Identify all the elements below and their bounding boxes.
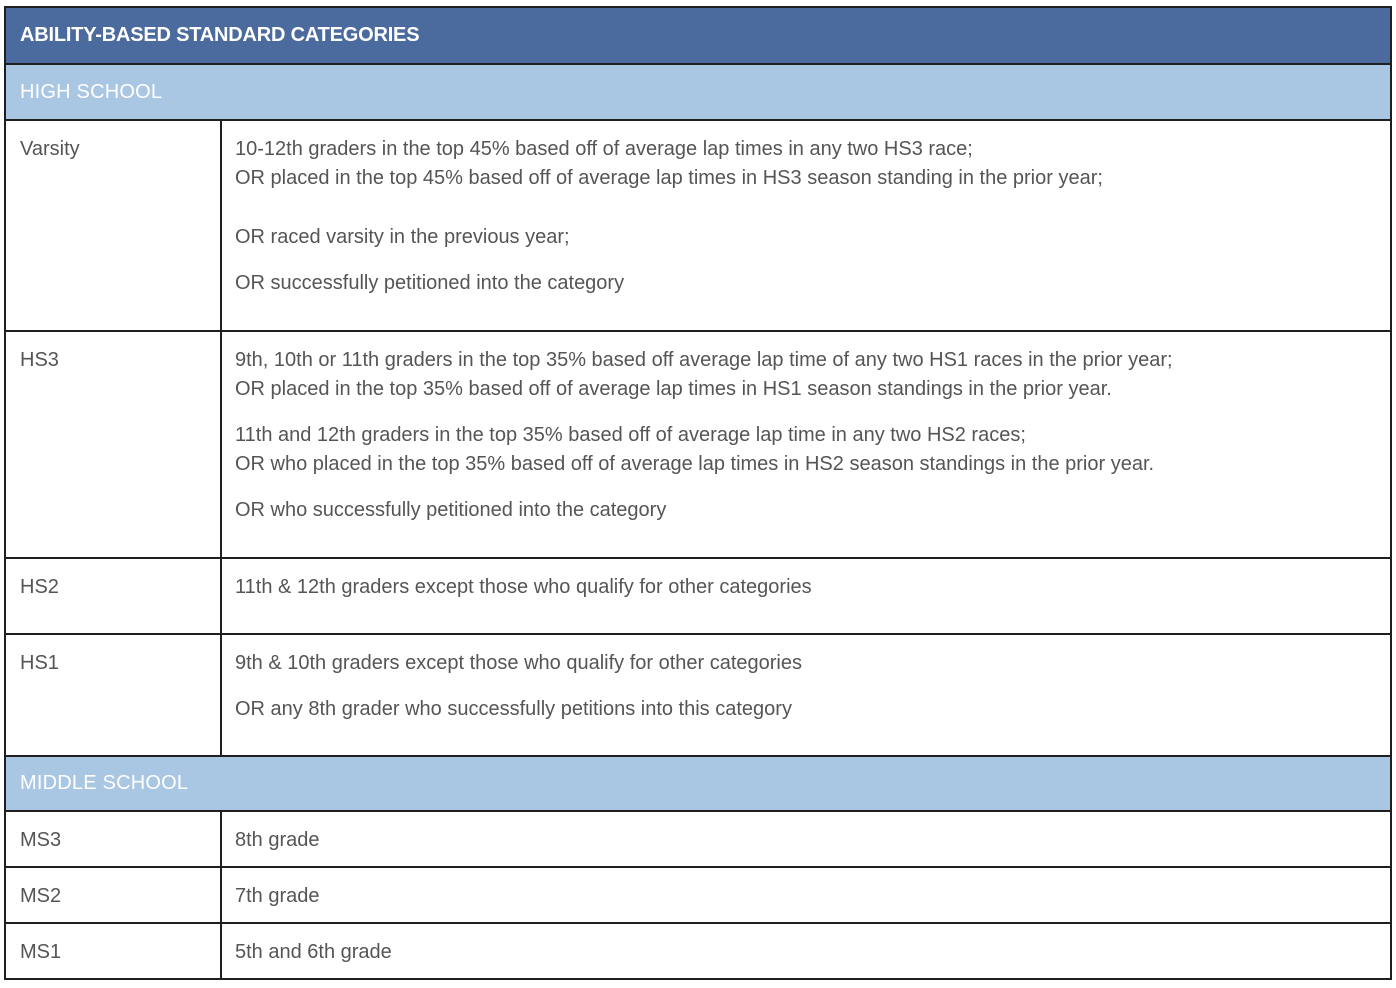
section-heading-middle-school: MIDDLE SCHOOL	[5, 756, 1391, 811]
description-line: 10-12th graders in the top 45% based off of average lap times in any two HS3 race;	[235, 138, 973, 160]
category-description	[221, 634, 1391, 756]
table-title-row	[5, 7, 1391, 64]
description-line: 9th & 10th graders except those who qualify for other categories	[235, 652, 803, 674]
description-line: 11th and 12th graders in the top 35% based off of average lap time in any two HS2 races;	[235, 424, 1026, 446]
description-line: OR who successfully petitioned into the category	[235, 499, 667, 521]
categories-table-wrapper	[4, 6, 1390, 980]
section-heading-high-school: HIGH SCHOOL	[5, 64, 1391, 120]
category-name: HS3	[5, 331, 221, 558]
description-paragraph	[235, 573, 1380, 602]
table-row	[5, 331, 1391, 558]
description-line: 11th & 12th graders except those who qualify for other categories	[235, 576, 812, 598]
table-title: ABILITY-BASED STANDARD CATEGORIES	[5, 7, 1391, 64]
ability-categories-table	[4, 6, 1392, 980]
table-row	[5, 811, 1391, 867]
table-row	[5, 867, 1391, 923]
description-paragraph	[235, 223, 1380, 252]
description-paragraph	[235, 269, 1380, 298]
category-name: MS3	[5, 811, 221, 867]
category-name: MS1	[5, 923, 221, 979]
category-description	[221, 120, 1391, 331]
category-description	[221, 867, 1391, 923]
description-line: OR successfully petitioned into the category	[235, 272, 625, 294]
description-paragraph	[235, 346, 1380, 404]
description-line: 8th grade	[235, 829, 320, 851]
description-paragraph	[235, 695, 1380, 724]
table-row	[5, 634, 1391, 756]
section-row-high-school	[5, 64, 1391, 120]
table-row	[5, 558, 1391, 634]
description-line: OR who placed in the top 35% based off of average lap times in HS2 season standings in the prior year.	[235, 453, 1155, 475]
description-line: OR placed in the top 45% based off of average lap times in HS3 season standing in the prior year;	[235, 167, 1103, 189]
description-paragraph	[235, 135, 1380, 193]
description-line: 7th grade	[235, 885, 320, 907]
category-description	[221, 923, 1391, 979]
description-line: OR placed in the top 35% based off of average lap times in HS1 season standings in the prior year.	[235, 378, 1112, 400]
description-paragraph	[235, 421, 1380, 479]
description-paragraph	[235, 649, 1380, 678]
category-description	[221, 811, 1391, 867]
description-line: 9th, 10th or 11th graders in the top 35% based off average lap time of any two HS1 races in the prior year;	[235, 349, 1173, 371]
description-line: 5th and 6th grade	[235, 941, 392, 963]
category-description	[221, 331, 1391, 558]
description-paragraph	[235, 496, 1380, 525]
category-name: HS1	[5, 634, 221, 756]
category-name: MS2	[5, 867, 221, 923]
category-name: Varsity	[5, 120, 221, 331]
table-row	[5, 923, 1391, 979]
section-row-middle-school	[5, 756, 1391, 811]
category-description	[221, 558, 1391, 634]
description-line: OR any 8th grader who successfully petitions into this category	[235, 698, 792, 720]
table-row	[5, 120, 1391, 331]
category-name: HS2	[5, 558, 221, 634]
description-line: OR raced varsity in the previous year;	[235, 226, 570, 248]
